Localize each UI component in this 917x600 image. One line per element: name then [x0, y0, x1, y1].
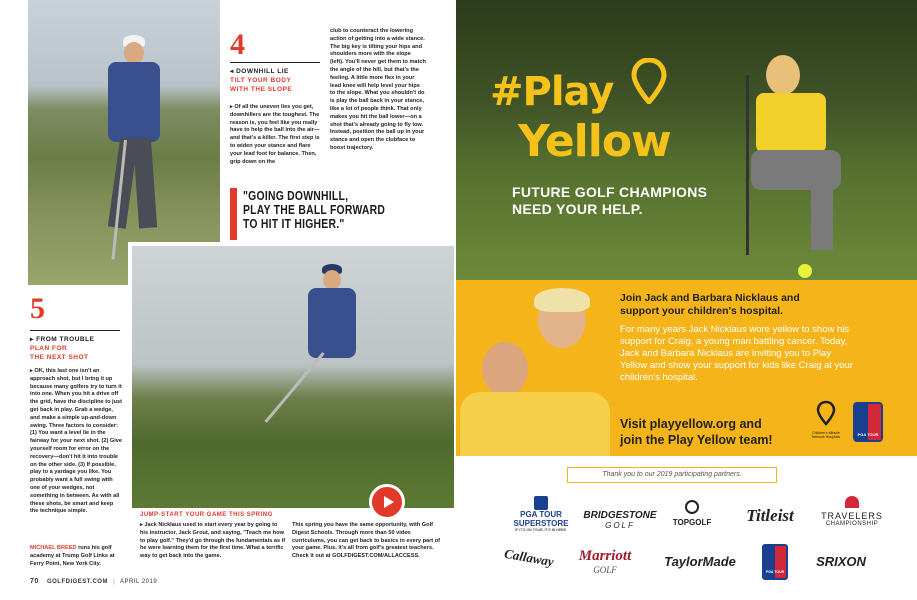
cmn-logo	[808, 400, 844, 444]
partner-logo-taylormade: TaylorMade	[664, 554, 736, 569]
section-5-kicker: ▸ FROM TROUBLE	[30, 336, 95, 343]
section-4-subhead-2: WITH THE SLOPE	[230, 86, 293, 93]
footer-sep: |	[113, 579, 116, 585]
partner-logo-bridgestone: BRIDGESTONE GOLF	[583, 510, 657, 530]
hashtag-line-1: #Play	[490, 69, 614, 115]
pull-quote-line-2: PLAY THE BALL FORWARD	[243, 202, 386, 217]
ad-visit-line-1: Visit playyellow.org and	[620, 417, 762, 431]
author-bio-text: runs his golf academy at Trump Golf Links at Ferry Point, New York City.	[30, 545, 115, 567]
ad-visit-line-2: join the Play Yellow team!	[620, 433, 773, 447]
section-5-number: 5	[30, 292, 45, 325]
ad-tagline	[512, 184, 707, 218]
ad-blurb-head-2: support your children's hospital.	[620, 305, 783, 317]
nicklaus-photo	[460, 292, 610, 456]
golfer-trouble-photo	[128, 242, 454, 508]
jumpstart-col1: ▸ Jack Nicklaus used to start every year by going to his instructor, Jack Grout, and saying, "Teach me how to play golf." They'd go through the fundamentals as if he were learning them for the first time. What a terrific way to get back into the game.	[140, 522, 286, 560]
location-pin-icon	[631, 58, 667, 104]
author-name: MICHAEL BREED	[30, 545, 77, 551]
section-4-number: 4	[230, 28, 245, 61]
golf-ball	[798, 264, 812, 278]
jumpstart-heading: JUMP-START YOUR GAME THIS SPRING	[140, 512, 273, 518]
pga-tour-label: PGA TOUR	[857, 432, 879, 437]
jumpstart-col2: This spring you have the same opportunity, with Golf Digest Schools. Through more than 50 video curriculums, you can get back to basics in every part of your game. Plus, it's all from golf's greatest teachers. Check it out at GOLFDIGEST.COM/ALLACCESS.	[292, 522, 440, 560]
page-footer	[30, 578, 157, 585]
section-4-header	[230, 62, 320, 94]
ad-blurb-head	[620, 292, 910, 318]
play-video-button[interactable]	[369, 484, 405, 520]
pull-quote	[243, 189, 433, 231]
partner-logo-srixon: SRIXON	[816, 554, 866, 569]
partner-logo-titleist: Titleist	[746, 506, 794, 525]
section-4-body-col2: club to counteract the lowering action of getting into a wide stance. The big key is tilting your hips and shoulders more with the slope (left). You'll never get them to match the angle of the hill, but that's the feeling. A little more flex in your lead knee will help level your hips to the slope. What you shouldn't do is play the ball back in your stance, like a lot of people think. That only makes you hit the ball lower—on a shot that's already going to fly low. Instead, position the ball up in your stance and open the clubface to boost trajectory.	[330, 28, 426, 151]
quote-bar	[230, 188, 237, 240]
section-5-header	[30, 330, 120, 362]
ad-blurb-head-1: Join Jack and Barbara Nicklaus and	[620, 292, 800, 304]
partner-logo-marriott: Marriott GOLF	[578, 548, 632, 575]
partners-banner: Thank you to our 2019 participating partners.	[567, 467, 777, 483]
hashtag-line-2: Yellow	[518, 116, 671, 167]
cmn-balloon-icon	[816, 400, 836, 426]
partner-logo-topgolf: TOPGOLF	[662, 500, 722, 527]
play-icon	[384, 496, 394, 508]
partner-logo-pga-superstore: PGA TOUR SUPERSTORE IF IT'S ON TOUR, IT'S IN HERE.	[496, 496, 586, 532]
partner-logo-travelers: TRAVELERS CHAMPIONSHIP	[812, 496, 892, 527]
page-number: 70	[30, 578, 39, 585]
footer-site: GOLFDIGEST.COM	[46, 579, 108, 585]
section-4-subhead-1: TILT YOUR BODY	[230, 77, 292, 84]
section-4-body-col1: ▸ Of all the uneven lies you get, downhillers are the toughest. The reason is, you feel like you really have to help the ball into the air—and that's a killer. The first step is to widen your stance and flare your lead foot for balance. Then, grip down on the	[230, 104, 320, 165]
cmn-label: Children's Miracle Network Hospitals	[811, 431, 841, 439]
section-4-kicker: ◂ DOWNHILL LIE	[230, 68, 289, 75]
pga-tour-logo	[853, 402, 883, 442]
partner-logo-callaway: Callaway	[503, 545, 555, 570]
pull-quote-line-3: TO HIT IT HIGHER."	[243, 216, 345, 231]
partner-logo-pga-tour: PGA TOUR	[762, 544, 788, 580]
section-5-body: ▸ OK, this last one isn't an approach shot, but I bring it up because many golfers try to turn it into one. When you hit a drive off the grid, have the discipline to just get back in play. Grab a wedge, and make a simple up-and-down swing. Three factors to consider: (1) You want a level lie in the fairway for your next shot. (2) Give yourself room for error on the recovery—don't hit it into trouble on the other side. (3) If possible, play to a yardage you like. You probably want a full swing with one of your wedges, not something in between. As with all these shots, be smart and keep the technique simple.	[30, 368, 123, 515]
ad-visit	[620, 416, 800, 448]
section-5-subhead-2: THE NEXT SHOT	[30, 354, 89, 361]
ad-tagline-line-1: FUTURE GOLF CHAMPIONS	[512, 184, 708, 200]
footer-date: APRIL 2019	[120, 579, 158, 585]
ad-blurb: For many years Jack Nicklaus wore yellow to show his support for Craig, a young man battling cancer. Today, Jack and Barbara Nicklaus are inviting you to Play Yellow and show your support for kids like Craig at your children's hospital.	[620, 324, 854, 383]
section-5-subhead-1: PLAN FOR	[30, 345, 68, 352]
pull-quote-line-1: "GOING DOWNHILL,	[243, 188, 349, 203]
author-bio	[30, 545, 122, 568]
ad-tagline-line-2: NEED YOUR HELP.	[512, 201, 643, 217]
jumpstart-box	[132, 508, 454, 570]
partner-logos	[456, 490, 917, 590]
